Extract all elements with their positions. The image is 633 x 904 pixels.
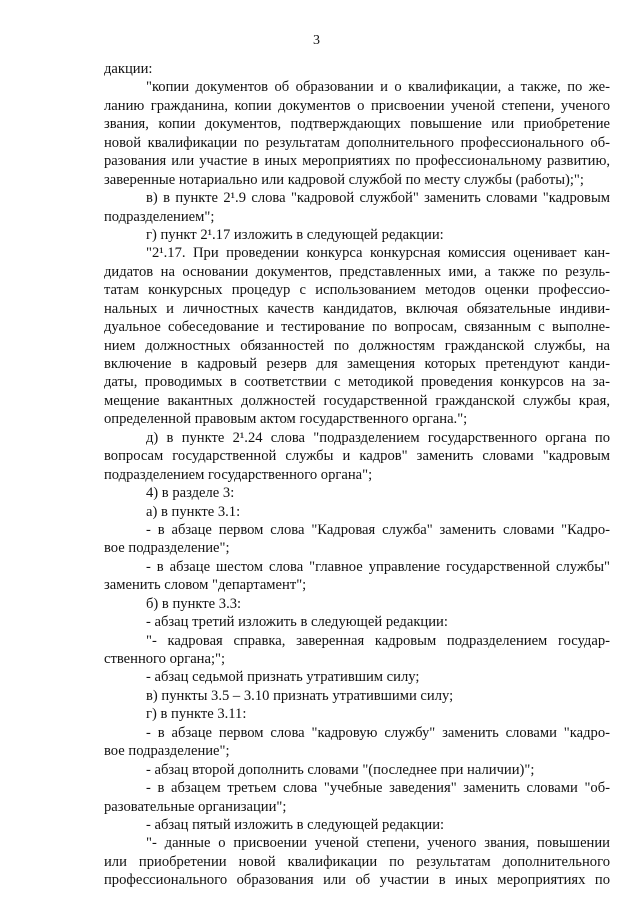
text-line: мещение вакантных должностей государственной гражданской службы края,: [104, 392, 610, 409]
text-line: профессионального образования или об участии в иных мероприятиях по: [104, 872, 610, 889]
page-number: 3: [313, 33, 320, 48]
text-line: 4) в разделе 3:: [146, 485, 235, 502]
text-line: татам конкурсных процедур с использованием методов оценки профессио-: [104, 282, 610, 299]
text-line: - в абзаце первом слова "кадровую службу" заменить словами "кадро-: [146, 724, 610, 741]
document-body: [104, 60, 610, 890]
text-line: "- кадровая справка, заверенная кадровым подразделением государ-: [146, 632, 610, 649]
text-line: разовательные организации";: [104, 798, 287, 815]
text-line: б) в пункте 3.3:: [146, 595, 242, 612]
text-line: или приобретении новой квалификации по результатам дополнительного: [104, 853, 610, 870]
text-line: заверенные нотариально или кадровой службой по месту службы (работы);";: [104, 171, 584, 188]
text-line: д) в пункте 2¹.24 слова "подразделением государственного органа по: [146, 429, 610, 446]
text-line: вопросам государственной службы и кадров" заменить словами "кадровым: [104, 448, 610, 465]
text-line: дуальное собеседование и тестирование по вопросам, связанным с выполне-: [104, 319, 610, 336]
text-line: г) пункт 2¹.17 изложить в следующей редакции:: [146, 226, 444, 243]
text-line: вое подразделение";: [104, 540, 230, 557]
text-line: - абзац пятый изложить в следующей редакции:: [146, 816, 445, 833]
text-line: подразделением государственного органа";: [104, 466, 373, 483]
text-line: ланию гражданина, копии документов о присвоении ученой степени, ученого: [104, 97, 610, 114]
text-line: заменить словом "департамент";: [104, 577, 307, 594]
text-line: звания, копии документов, подтверждающих повышение или приобретение: [104, 116, 610, 133]
text-line: нием должностных обязанностей по должностям гражданской службы, на: [104, 337, 610, 354]
text-line: - абзац второй дополнить словами "(последнее при наличии)";: [146, 761, 535, 778]
text-line: подразделением";: [104, 208, 215, 225]
text-line: ственного органа;";: [104, 651, 226, 667]
text-line: а) в пункте 3.1:: [146, 503, 241, 520]
text-line: включение в кадровый резерв для замещения которых претендуют канди-: [104, 356, 610, 372]
text-line: разования или участие в иных мероприятиях по профессиональному развитию,: [104, 153, 610, 170]
text-line: нальных и личностных качеств кандидатов, включая обязательные индиви-: [104, 300, 610, 317]
text-line: даты, проводимых в соответствии с методикой проведения конкурсов на за-: [104, 374, 610, 391]
text-line: "- данные о присвоении ученой степени, ученого звания, повышении: [146, 835, 610, 852]
text-line: - в абзаце шестом слова "главное управление государственной службы": [146, 558, 610, 575]
text-line: новой квалификации по результатам дополнительного профессионального об-: [104, 134, 610, 151]
text-line: "копии документов об образовании и о квалификации, а также, по же-: [146, 79, 610, 96]
text-line: вое подразделение";: [104, 743, 230, 760]
text-line: - абзац третий изложить в следующей редакции:: [146, 614, 448, 631]
text-line: определенной правовым актом государственного органа.";: [104, 411, 468, 428]
text-line: в) пункты 3.5 – 3.10 признать утратившими силу;: [146, 687, 454, 704]
text-line: - в абзаце первом слова "Кадровая служба" заменить словами "Кадро-: [146, 521, 610, 538]
text-line: - абзац седьмой признать утратившим силу;: [146, 669, 420, 686]
text-line: г) в пункте 3.11:: [146, 706, 247, 723]
text-line: - в абзацем третьем слова "учебные заведения" заменить словами "об-: [146, 780, 610, 797]
text-line: "2¹.17. При проведении конкурса конкурсная комиссия оценивает кан-: [146, 245, 610, 262]
text-line: дидатов на основании документов, представленных ими, а также по резуль-: [104, 263, 610, 280]
text-line: в) в пункте 2¹.9 слова "кадровой службой" заменить словами "кадровым: [146, 190, 610, 207]
text-line: дакции:: [104, 61, 153, 77]
